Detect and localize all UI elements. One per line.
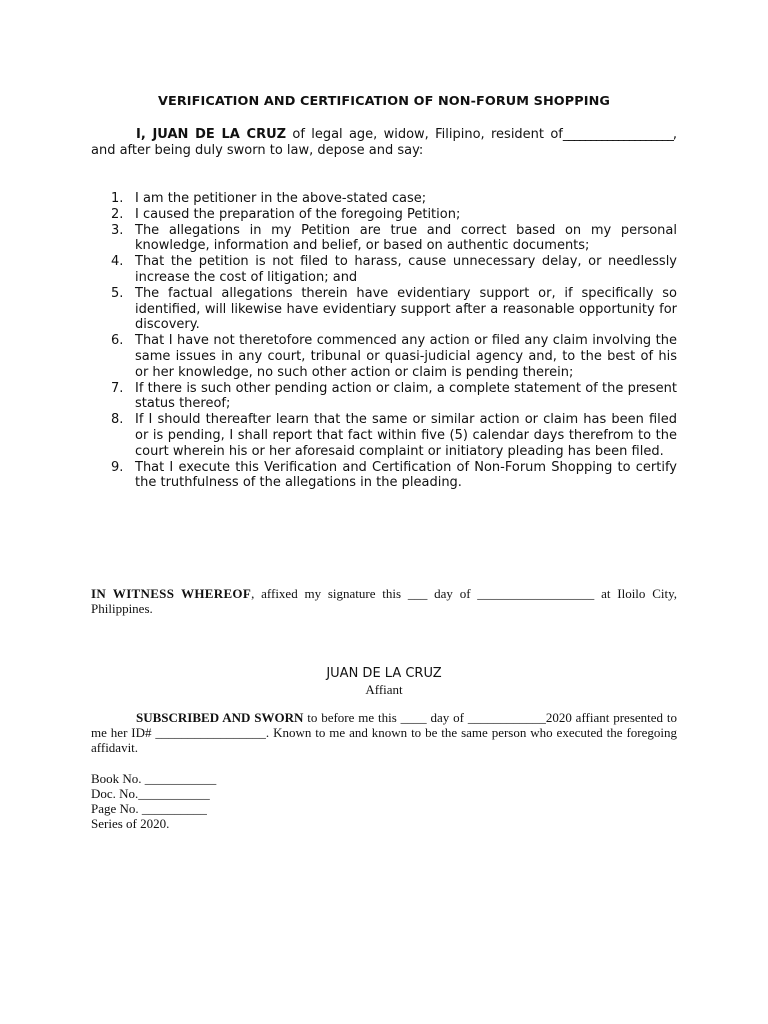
- residence-blank: ____________________: [562, 127, 673, 142]
- list-item-text: The factual allegations therein have evidentiary support or, if specifically so identified, will likewise have evidentiary support after a reasonable opportunity for discovery.: [135, 285, 677, 333]
- list-item-number: 7.: [111, 380, 124, 396]
- jurat-text: to before me this ____ day of ____________2020 affiant presented to me her ID# _________________. Known to me and known to be the same person who executed the foregoing affidavit.: [91, 710, 677, 755]
- witness-lead: IN WITNESS WHEREOF: [91, 586, 252, 601]
- list-item-number: 8.: [111, 412, 124, 428]
- list-item: [111, 223, 677, 255]
- list-item-number: 2.: [111, 206, 124, 222]
- witness-paragraph: [91, 586, 677, 616]
- list-item-number: 3.: [111, 222, 124, 238]
- allegations-list: [111, 191, 677, 491]
- list-item-number: 5.: [111, 285, 124, 301]
- list-item-number: 6.: [111, 333, 124, 349]
- list-item: [111, 412, 677, 459]
- list-item-number: 1.: [111, 191, 124, 206]
- list-item: [111, 333, 677, 380]
- series-year: Series of 2020.: [91, 816, 170, 831]
- affiant-label: Affiant: [365, 682, 403, 697]
- affiant-signature-name: JUAN DE LA CRUZ: [326, 666, 442, 681]
- jurat-lead: SUBSCRIBED AND SWORN: [136, 710, 304, 725]
- list-item-text: If I should thereafter learn that the same or similar action or claim has been filed or is pending, I shall report that fact within five (5) calendar days therefrom to the court wherein his or her aforesaid complaint or initiatory pleading has been filed.: [135, 412, 677, 459]
- list-item-text: That the petition is not filed to harass, cause unnecessary delay, or needlessly increase the cost of litigation; and: [135, 254, 677, 285]
- jurat-paragraph: [91, 710, 677, 755]
- notarial-registry: [91, 771, 391, 831]
- list-item-text: The allegations in my Petition are true and correct based on my personal knowledge, information and belief, or based on authentic documents;: [135, 222, 677, 254]
- affiant-name-bold: I, JUAN DE LA CRUZ: [136, 127, 287, 142]
- intro-text-1: of legal age, widow, Filipino, resident of: [286, 127, 563, 142]
- book-number: Book No. ___________: [91, 771, 217, 786]
- list-item-number: 9.: [111, 459, 124, 475]
- document-title: VERIFICATION AND CERTIFICATION OF NON-FORUM SHOPPING: [157, 94, 610, 109]
- list-item-number: 4.: [111, 254, 124, 270]
- list-item: [111, 381, 677, 413]
- list-item: [111, 460, 677, 492]
- list-item: [111, 207, 677, 223]
- list-item: [111, 286, 677, 333]
- intro-paragraph: [91, 127, 677, 159]
- list-item: [111, 254, 677, 286]
- list-item-text: If there is such other pending action or claim, a complete statement of the present status thereof;: [135, 380, 677, 412]
- list-item-text: That I have not theretofore commenced any action or filed any claim involving the same issues in any court, tribunal or quasi-judicial agency and, to the best of his or her knowledge, no such other action or claim is pending therein;: [135, 333, 677, 380]
- list-item-text: I am the petitioner in the above-stated case;: [135, 191, 427, 206]
- doc-number: Doc. No.___________: [91, 786, 210, 801]
- intro-text-2: , and after being duly sworn to law, depose and say:: [91, 127, 677, 158]
- list-item-text: That I execute this Verification and Certification of Non-Forum Shopping to certify the truthfulness of the allegations in the pleading.: [135, 459, 677, 491]
- witness-text: , affixed my signature this ___ day of __________________ at Iloilo City, Philippines.: [91, 586, 677, 616]
- list-item: [111, 191, 677, 207]
- list-item-text: I caused the preparation of the foregoing Petition;: [135, 206, 461, 222]
- page-number: Page No. __________: [91, 801, 207, 816]
